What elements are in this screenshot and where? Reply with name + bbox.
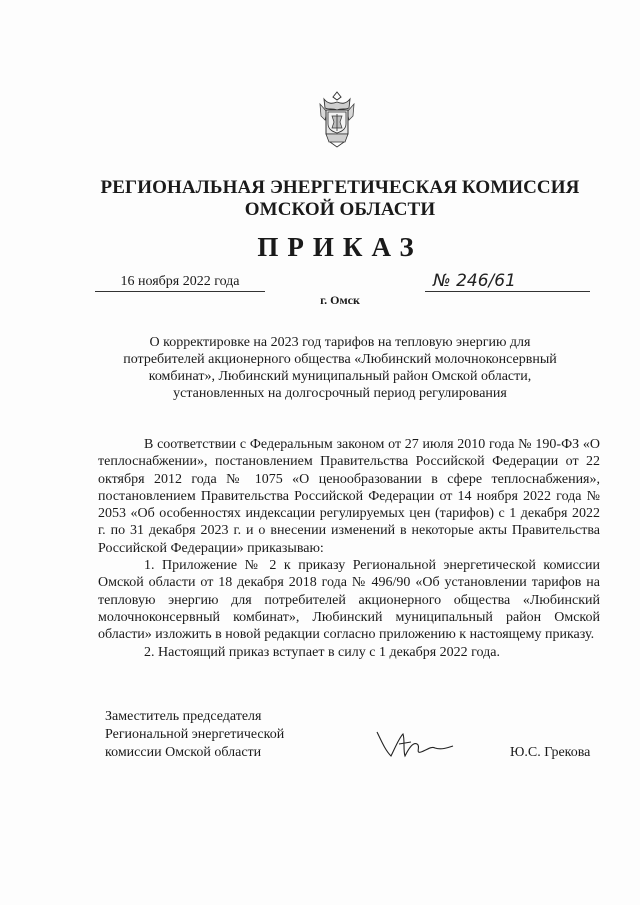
signatory-name: Ю.С. Грекова — [510, 745, 591, 760]
document-city: г. Омск — [320, 293, 360, 307]
document-number-text: № 246/61 — [433, 271, 516, 291]
document-body — [98, 436, 600, 661]
organization-name-line2: ОМСКОЙ ОБЛАСТИ — [244, 199, 436, 220]
signatory-title-line2: Региональной энергетической — [105, 727, 285, 742]
document-number-field — [425, 270, 590, 292]
document-type-title: ПРИКАЗ — [257, 232, 423, 262]
document-subject: О корректировке на 2023 год тарифов на тепловую энергию для потребителей акционерного общества «Любинский молочноконсервный комбинат», Любинский муниципальный район Омской области, установленных на долгосрочный период регулирования — [123, 335, 557, 401]
order-item-1: 1. Приложение № 2 к приказу Региональной энергетической комиссии Омской области от 18 декабря 2018 года № 496/90 «Об установлении тарифов на тепловую энергию для потребителей акционерного общества «Любинский молочноконсервный комбинат», Любинский муниципальный район Омской области» изложить в новой редакции согласно приложению к настоящему приказу. — [98, 558, 600, 643]
document-date: 16 ноября 2022 года — [95, 274, 265, 292]
order-item-2: 2. Настоящий приказ вступает в силу с 1 декабря 2022 года. — [144, 644, 500, 660]
signatory-title-line1: Заместитель председателя — [105, 709, 262, 724]
handwritten-signature — [375, 726, 455, 766]
signatory-title-line3: комиссии Омской области — [105, 745, 262, 760]
document-number-handwritten — [425, 266, 545, 292]
preamble-paragraph: В соответствии с Федеральным законом от 27 июля 2010 года № 190-ФЗ «О теплоснабжении», постановлением Правительства Российской Федерации от 22 октября 2012 года № 1075 «О ценообразовании в сфере теплоснабжения», постановлением Правительства Российской Федерации от 14 ноября 2022 года № 2053 «Об особенностях индексации регулируемых цен (тарифов) с 1 декабря 2022 г. по 31 декабря 2023 г. и о внесении изменений в некоторые акты Правительства Российской Федерации» приказываю: — [98, 437, 600, 556]
signatory-title — [105, 708, 284, 762]
organization-name-line1: РЕГИОНАЛЬНАЯ ЭНЕРГЕТИЧЕСКАЯ КОМИССИЯ — [100, 177, 580, 198]
coat-of-arms-icon — [318, 90, 356, 148]
